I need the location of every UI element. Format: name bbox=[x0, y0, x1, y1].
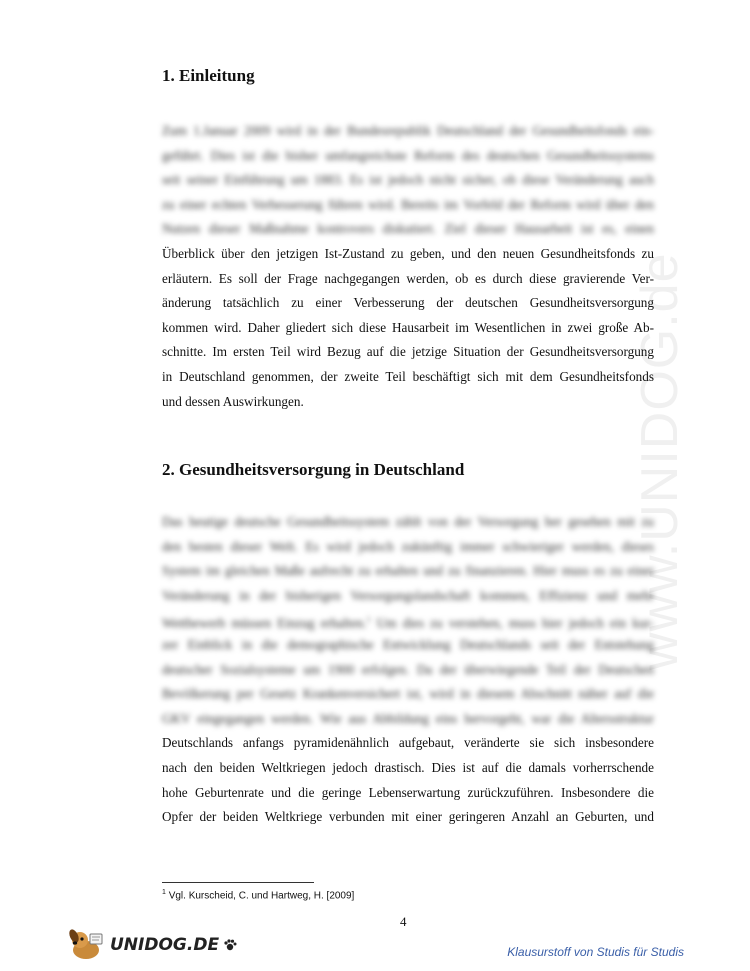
text-line-blurred: Nutzen dieser Maßnahme kontrovers diskutiert. Ziel dieser Hausarbeit ist es, einen bbox=[162, 221, 654, 237]
watermark: www.UNIDOG.de bbox=[631, 252, 689, 670]
text-line-blurred: Das heutige deutsche Gesundheitssystem zählt von der Versorgung her gesehen mit zu bbox=[162, 514, 654, 529]
text-line: änderung tatsächlich zu einer Verbesserung der deutschen Gesundheitsversorgung bbox=[162, 295, 654, 311]
text-line-blurred: seit seiner Einführung um 1883. Es ist jedoch nicht sicher, ob diese Veränderung auch bbox=[162, 172, 654, 188]
section-1-paragraph bbox=[162, 119, 654, 414]
text-line: Opfer der beiden Weltkriege verbunden mit einer geringeren Anzahl an Geburten, und bbox=[162, 809, 654, 825]
footnote-text: Vgl. Kurscheid, C. und Hartweg, H. [2009] bbox=[168, 890, 355, 902]
footer-tagline: Klausurstoff von Studis für Studis bbox=[507, 945, 684, 959]
dog-mascot-icon bbox=[66, 928, 106, 962]
text-line: Überblick über den jetzigen Ist-Zustand zu geben, und den neuen Gesundheitsfonds zu bbox=[162, 245, 654, 261]
text-line-blurred: GKV eingegangen werden. Wie aus Abbildung eins hervorgeht, war die Altersstruktur bbox=[162, 710, 654, 726]
text-line-blurred bbox=[162, 608, 654, 633]
text-line-blurred: System im gleichen Maße aufrecht zu erhalten und zu finanzieren. Hier muss es zu einer bbox=[162, 563, 654, 579]
text-segment: Um dies zu verstehen, muss hier jedoch ein kur- bbox=[376, 615, 654, 631]
text-segment: Wettbewerb müssen Einzug erhalten. bbox=[162, 615, 367, 631]
section-1-heading: 1. Einleitung bbox=[162, 66, 255, 85]
text-line-blurred: Zum 1.Januar 2009 wird in der Bundesrepublik Deutschland der Gesundheitsfonds ein- bbox=[162, 123, 654, 138]
text-line: und dessen Auswirkungen. bbox=[162, 393, 304, 409]
logo-text: UNIDOG.DE bbox=[110, 935, 220, 955]
text-line-blurred: Veränderung in der bisherigen Versorgungslandschaft kommen, Effizienz und mehr bbox=[162, 587, 654, 603]
text-line: kommen wird. Daher gliedert sich diese Hausarbeit im Wesentlichen in zwei große Ab- bbox=[162, 319, 654, 335]
page-number: 4 bbox=[400, 914, 407, 929]
paw-icon bbox=[223, 938, 237, 952]
text-line-blurred: deutscher Sozialsysteme um 1900 erfolgen. Da der überwiegende Teil der Deutschen bbox=[162, 661, 654, 677]
text-line: schnitte. Im ersten Teil wird Bezug auf die jetzige Situation der Gesundheitsversorgung bbox=[162, 344, 654, 360]
footnote-reference: 1 bbox=[366, 615, 371, 625]
section-2-heading: 2. Gesundheitsversorgung in Deutschland bbox=[162, 460, 465, 479]
unidog-logo bbox=[66, 928, 237, 962]
text-line: Deutschlands anfangs pyramidenähnlich aufgebaut, veränderte sie sich insbesondere bbox=[162, 735, 654, 751]
text-line: in Deutschland genommen, der zweite Teil beschäftigt sich mit dem Gesundheitsfonds bbox=[162, 368, 654, 384]
footnote-divider bbox=[162, 882, 314, 883]
section-2-paragraph bbox=[162, 510, 654, 830]
text-line: hohe Geburtenrate und die geringe Lebenserwartung zurückzuführen. Insbesondere die bbox=[162, 784, 654, 800]
text-line-blurred: den besten dieser Welt. Es wird jedoch zukünftig immer schwieriger werden, dieses bbox=[162, 538, 654, 554]
footnote bbox=[162, 889, 354, 901]
text-line: erläutern. Es soll der Frage nachgegangen werden, ob es durch diese gravierende Ver- bbox=[162, 270, 654, 286]
text-line-blurred: zer Einblick in die demographische Entwicklung Deutschlands seit der Entstehung bbox=[162, 636, 654, 652]
text-line-blurred: geführt. Dies ist die bisher umfangreichste Reform des deutschen Gesundheitssystems bbox=[162, 147, 654, 163]
text-line: nach den beiden Weltkriegen jedoch drastisch. Dies ist auf die damals vorherrschende bbox=[162, 759, 654, 775]
text-line-blurred: Bevölkerung per Gesetz Krankenversichert ist, wird in diesem Abschnitt näher auf die bbox=[162, 686, 654, 702]
footnote-number: 1 bbox=[162, 889, 166, 896]
text-line-blurred: zu einer echten Verbesserung führen wird. Bereits im Vorfeld der Reform wird über den bbox=[162, 196, 654, 212]
